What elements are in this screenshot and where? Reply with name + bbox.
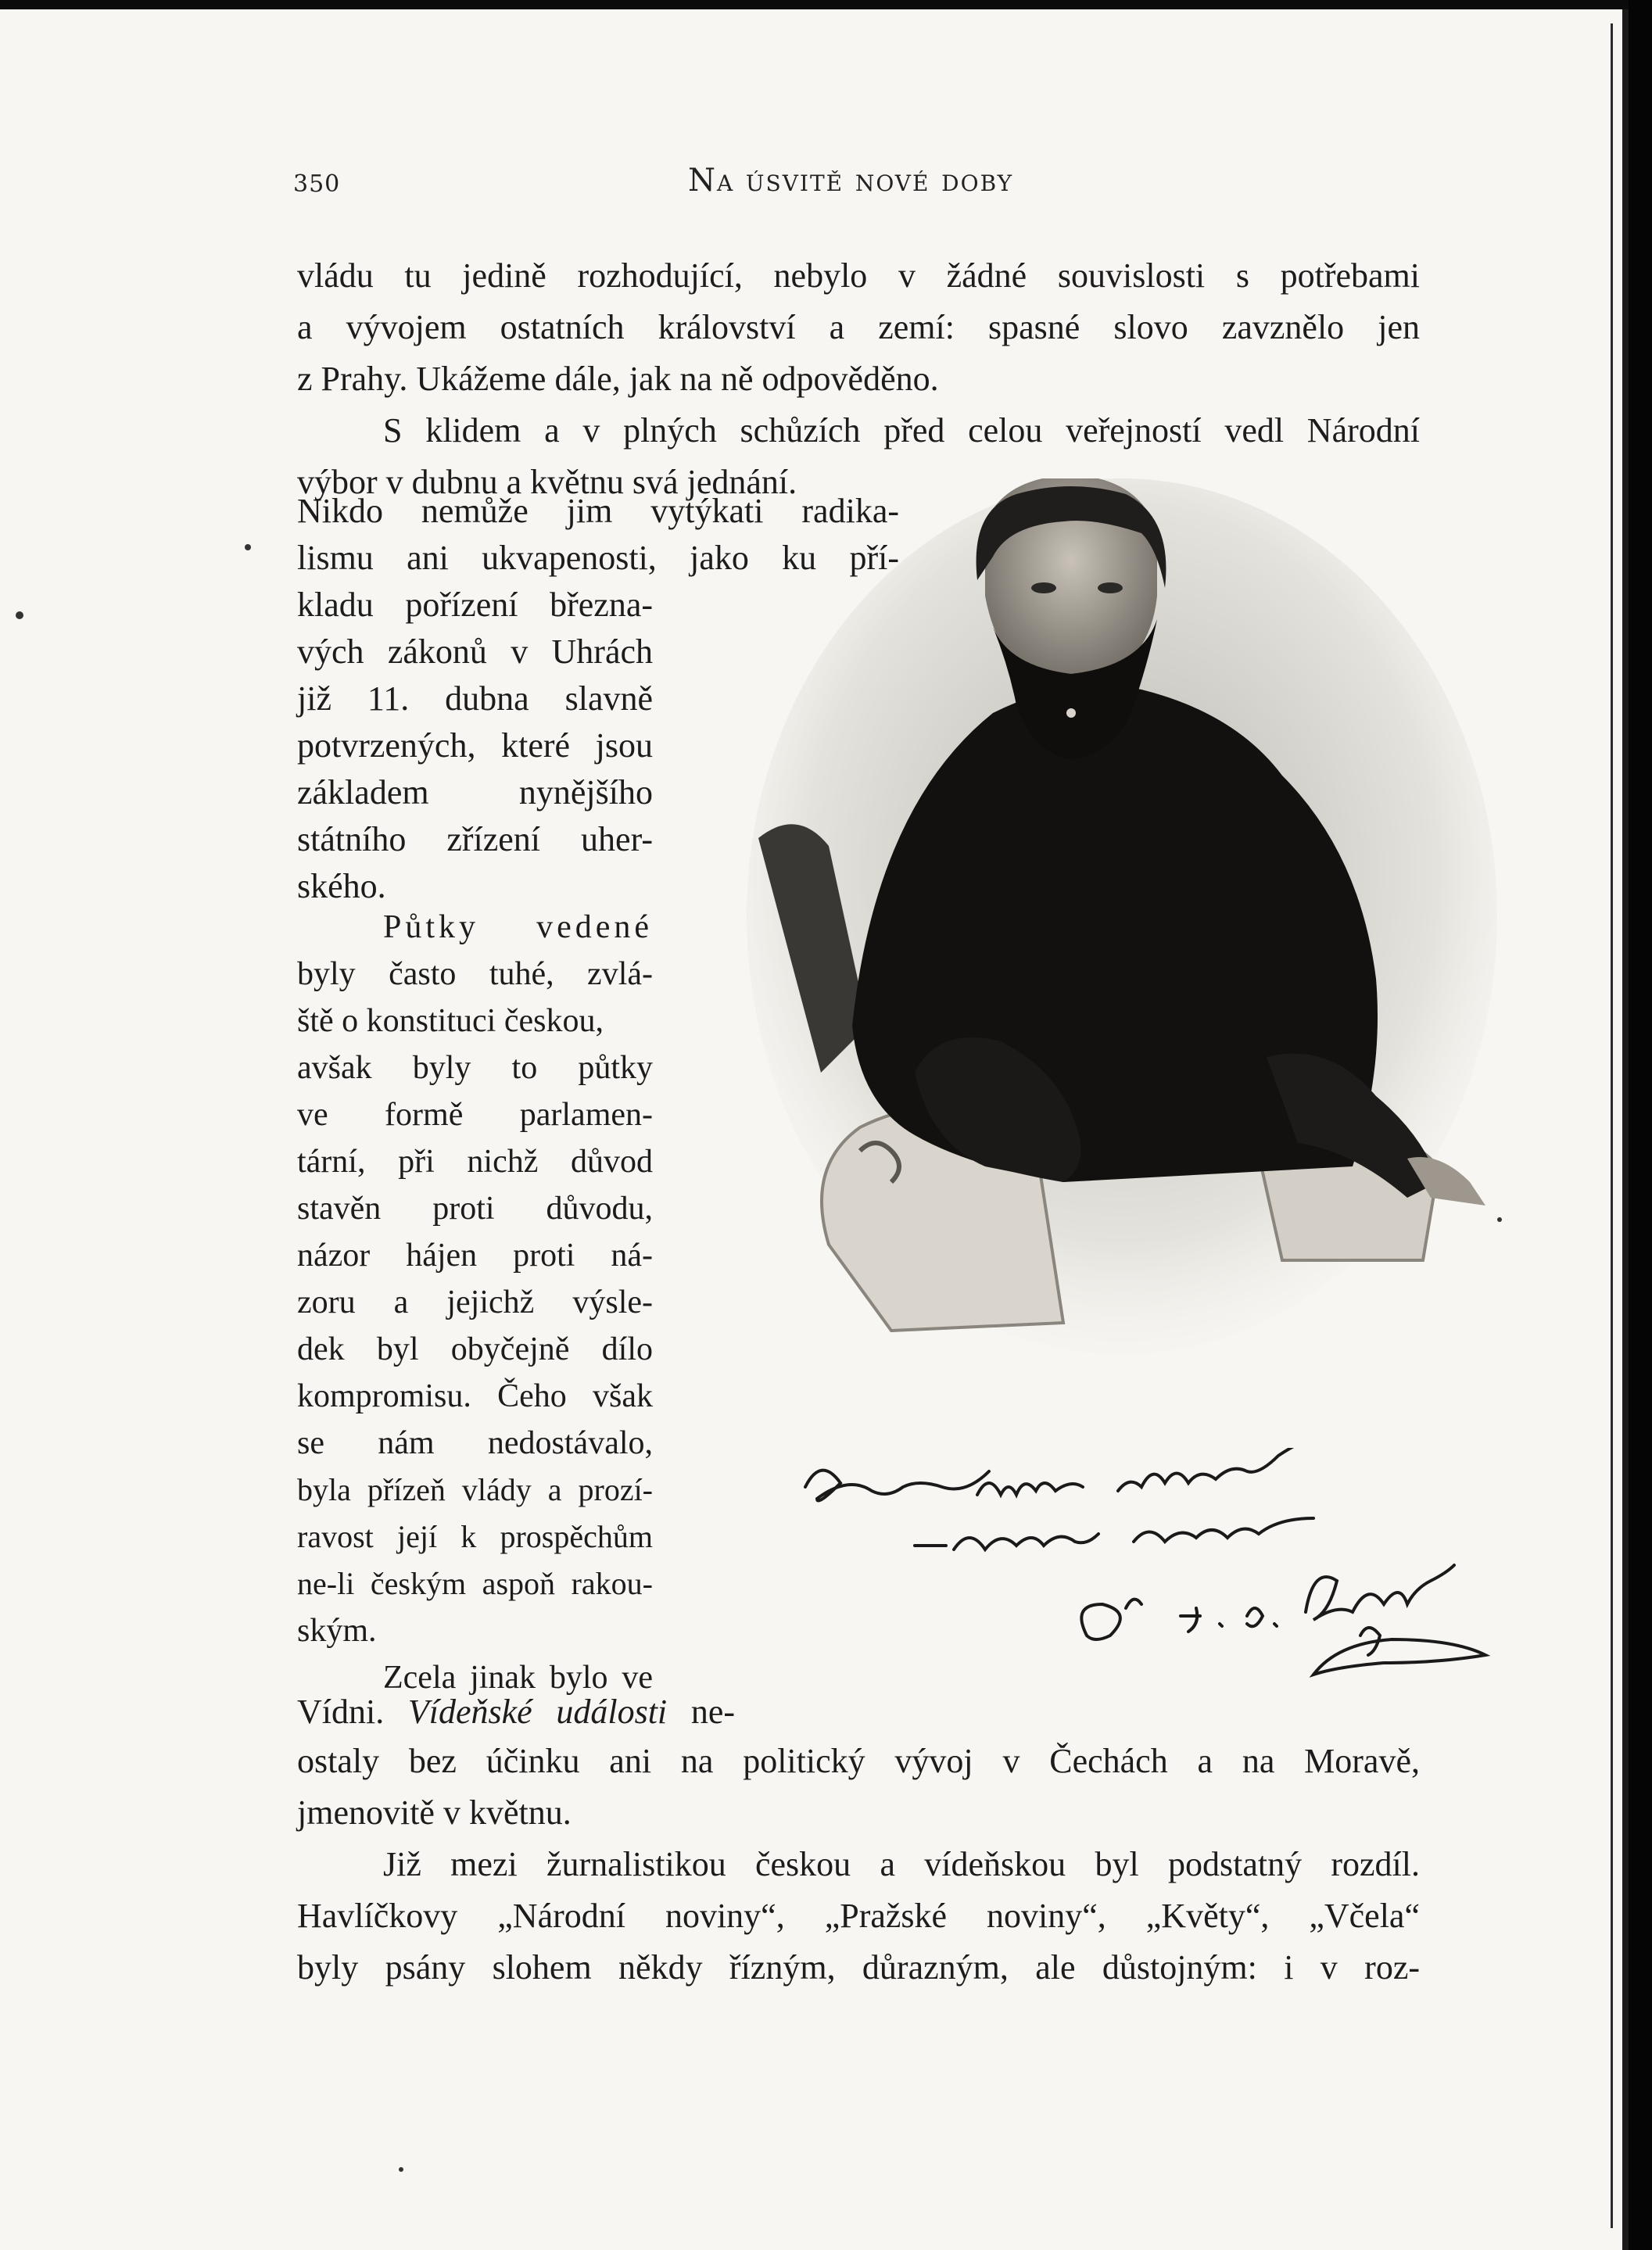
print-speck	[16, 611, 23, 619]
text-line: Nikdo nemůže jim vytýkati radika-	[297, 492, 899, 530]
text-line: tární, při nichž důvod	[297, 1144, 653, 1180]
text-line: dek byl obyčejně dílo	[297, 1331, 653, 1367]
text-line: potvrzených, které jsou	[297, 726, 653, 765]
column-c	[297, 904, 653, 1701]
text-line: Havlíčkovy „Národní noviny“, „Pražské noviny“, „Květy“, „Včela“	[297, 1897, 1420, 1935]
italic-phrase: Vídeňské události	[407, 1693, 668, 1731]
bottom-paragraphs	[297, 1736, 1420, 1994]
text-line	[297, 1689, 735, 1736]
text-line: názor hájen proti ná-	[297, 1238, 653, 1274]
text-line: ského.	[297, 867, 386, 905]
running-title: Na úsvitě nové doby	[688, 163, 1014, 199]
text-line: jmenovitě v květnu.	[297, 1793, 572, 1832]
text-line: a vývojem ostatních království a zemí: spasné slovo zavznělo jen	[297, 308, 1420, 346]
line-end: ne-	[667, 1693, 735, 1731]
print-speck	[1497, 1217, 1502, 1222]
text-line: ským.	[297, 1613, 377, 1649]
scan-border	[1629, 0, 1652, 2250]
vienna-line	[297, 1689, 735, 1736]
text-line: zoru a jejichž výsle-	[297, 1284, 653, 1320]
line-start: Vídni.	[297, 1693, 408, 1731]
text-line: již 11. dubna slavně	[297, 679, 653, 718]
text-line: vých zákonů v Uhrách	[297, 632, 653, 671]
text-line: ště o konstituci českou,	[297, 1003, 604, 1039]
text-line: S klidem a v plných schůzích před celou veřejností vedl Národní	[383, 411, 1420, 450]
text-line: avšak byly to půtky	[297, 1050, 653, 1086]
handwritten-signature-icon	[797, 1448, 1501, 1706]
spaced-word: Půtky vedené	[383, 909, 653, 945]
print-speck	[399, 2167, 403, 2172]
text-line: Zcela jinak bylo ve	[383, 1660, 653, 1696]
text-line: státního zřízení uher-	[297, 820, 653, 858]
text-line: ravost její k prospěchům	[297, 1519, 653, 1554]
seated-bearded-man-portrait-icon	[735, 478, 1509, 1401]
book-page	[0, 9, 1629, 2250]
text-line: byly psány slohem někdy řízným, důrazným, ale důstojným: i v roz-	[297, 1948, 1420, 1987]
text-line: byly často tuhé, zvlá-	[297, 956, 653, 992]
page-number: 350	[293, 170, 341, 198]
print-speck	[245, 544, 251, 550]
text-line: stavěn proti důvodu,	[297, 1191, 653, 1227]
text-line: z Prahy. Ukážeme dále, jak na ně odpověděno.	[297, 360, 939, 398]
running-header	[293, 163, 1388, 210]
text-line: ne-li českým aspoň rakou-	[297, 1566, 653, 1601]
text-line: ostaly bez účinku ani na politický vývoj v Čechách a na Moravě,	[297, 1742, 1420, 1780]
text-line: kompromisu. Čeho však	[297, 1378, 653, 1414]
text-line: Již mezi žurnalistikou českou a vídeňskou byl podstatný rozdíl.	[383, 1845, 1420, 1883]
text-line: výbor v dubnu a květnu svá jednání.	[297, 463, 797, 501]
page-edge-line	[1611, 23, 1613, 2228]
text-line: lismu ani ukvapenosti, jako ku pří-	[297, 539, 899, 577]
text-line: ve formě parlamen-	[297, 1097, 653, 1133]
text-line	[297, 904, 653, 951]
text-line: vládu tu jedině rozhodující, nebylo v žádné souvislosti s potřebami	[297, 256, 1420, 295]
text-line: byla přízeň vlády a prozí-	[297, 1472, 653, 1507]
column-b	[297, 582, 653, 910]
text-line: kladu pořízení března-	[297, 586, 653, 624]
top-paragraphs	[297, 250, 1420, 508]
text-line: se nám nedostávalo,	[297, 1425, 653, 1461]
text-line: základem nynějšího	[297, 773, 653, 812]
